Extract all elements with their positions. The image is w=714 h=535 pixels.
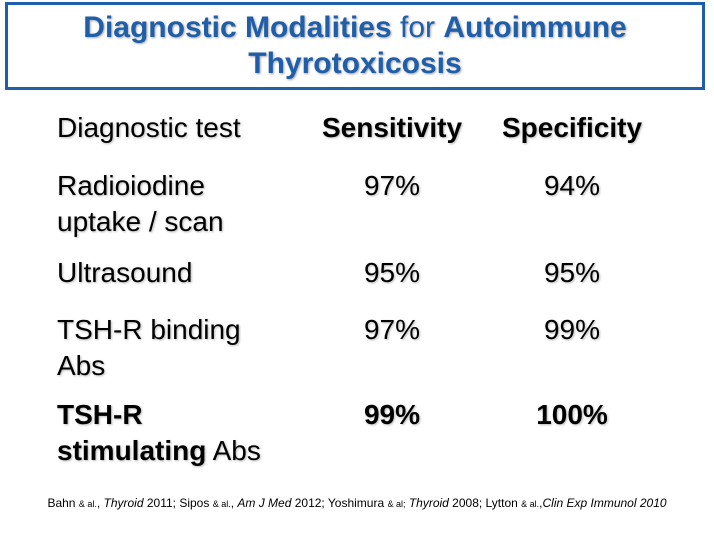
ref-year-2: 2012; Yoshimura [291, 496, 388, 510]
ref-journal-3: Thyroid [408, 496, 449, 510]
ref-sep-2: , [230, 496, 238, 510]
title-line-1 [8, 10, 702, 46]
title-part-1: Diagnostic Modalities [83, 11, 392, 44]
sensitivity-value: 99% [363, 399, 421, 430]
test-name-line-2: Abs [57, 350, 106, 381]
title-part-2: for [391, 11, 444, 44]
sensitivity-value: 95% [363, 257, 421, 288]
table-header-row [57, 110, 667, 160]
ref-journal-4: Clin Exp Immunol 2010 [542, 496, 667, 510]
table-row [57, 168, 667, 248]
header-specificity: Specificity [501, 112, 643, 143]
test-name-bold-part: stimulating [57, 435, 207, 466]
specificity-value: 94% [543, 170, 601, 201]
test-name [57, 168, 224, 240]
references-footnote [0, 496, 714, 510]
ref-year-1: 2011; Sipos [143, 496, 213, 510]
ref-sep-3: , [539, 496, 543, 510]
title-line-2: Thyrotoxicosis [248, 47, 462, 80]
table-row [57, 312, 667, 392]
ref-etal-3: & al; [387, 499, 406, 509]
test-name-line-1: TSH-R binding [57, 314, 241, 345]
table-row [57, 255, 667, 305]
specificity-value: 99% [543, 314, 601, 345]
table-row [57, 397, 667, 477]
test-name [57, 312, 241, 384]
specificity-value: 95% [543, 257, 601, 288]
header-diagnostic-test: Diagnostic test [57, 112, 241, 143]
sensitivity-value: 97% [363, 170, 421, 201]
specificity-value: 100% [536, 399, 608, 430]
title-box [5, 2, 705, 90]
diagnostic-table [57, 110, 667, 466]
ref-year-3: 2008; Lytton [448, 496, 522, 510]
ref-sep-1: , [96, 496, 104, 510]
ref-etal-1: & al. [78, 499, 97, 509]
ref-etal-2: & al. [212, 499, 231, 509]
test-name-line-1: TSH-R [57, 399, 143, 430]
test-name: Ultrasound [57, 257, 193, 288]
ref-journal-1: Thyroid [103, 496, 144, 510]
test-name-line-2: uptake / scan [57, 206, 224, 237]
sensitivity-value: 97% [363, 314, 421, 345]
test-name [57, 397, 261, 469]
header-sensitivity: Sensitivity [321, 112, 463, 143]
test-name-line-2 [57, 433, 261, 469]
title-part-3: Autoimmune [443, 11, 627, 44]
test-name-rest: Abs [206, 435, 261, 466]
ref-etal-4: & al. [521, 499, 540, 509]
ref-journal-2: Am J Med [237, 496, 292, 510]
ref-author-1: Bahn [47, 496, 79, 510]
test-name-line-1: Radioiodine [57, 170, 205, 201]
